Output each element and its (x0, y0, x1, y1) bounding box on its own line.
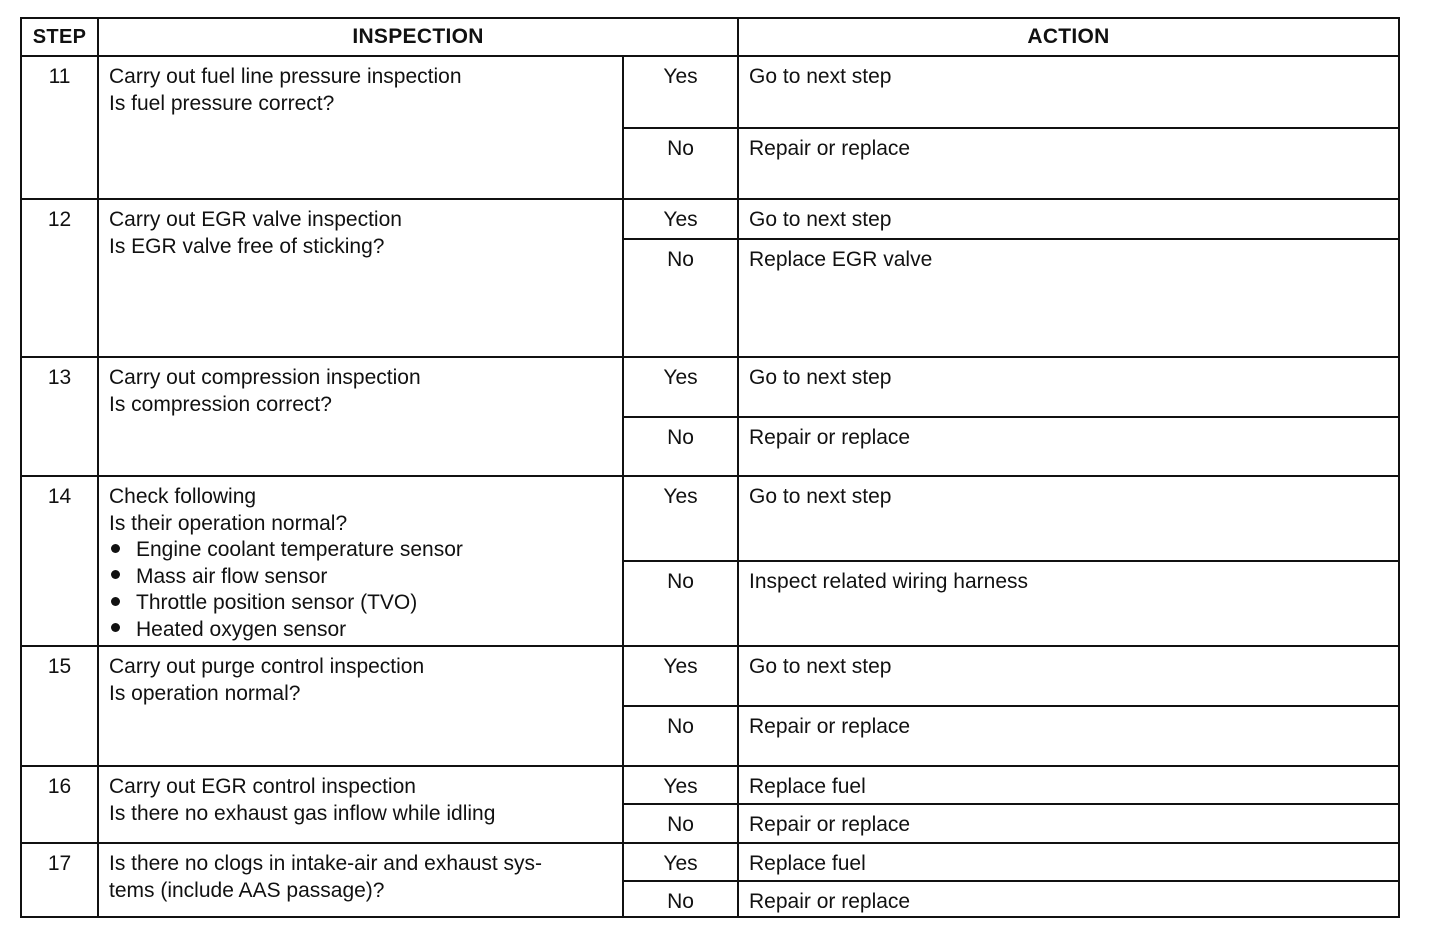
table-row (21, 357, 1399, 417)
step-number: 16 (21, 766, 98, 843)
header-row (21, 18, 1399, 56)
no-label: No (623, 706, 738, 766)
table-row (21, 646, 1399, 706)
no-label: No (623, 417, 738, 476)
yes-action: Replace fuel (738, 766, 1399, 804)
no-action: Repair or replace (738, 128, 1399, 199)
step-number: 11 (21, 56, 98, 199)
diagnosis-table (20, 17, 1400, 918)
inspection-question: Is EGR valve free of sticking? (109, 234, 385, 258)
step-number: 13 (21, 357, 98, 476)
step-header: STEP (21, 18, 98, 56)
step-number: 12 (21, 199, 98, 357)
inspection-line: Carry out fuel line pressure inspection (109, 65, 462, 88)
yes-label: Yes (623, 766, 738, 804)
bullet-item (109, 537, 612, 564)
table-row (21, 199, 1399, 239)
step-number: 14 (21, 476, 98, 646)
inspection-cell (98, 766, 623, 843)
diagnosis-table-sheet (20, 17, 1398, 918)
yes-action: Go to next step (738, 476, 1399, 561)
inspection-line: Carry out purge control inspection (109, 655, 425, 678)
bullet-item (109, 590, 612, 617)
no-action: Repair or replace (738, 706, 1399, 766)
inspection-cell (98, 357, 623, 476)
table-row (21, 476, 1399, 561)
yes-action: Go to next step (738, 357, 1399, 417)
inspection-line: Check following (109, 485, 257, 508)
no-action: Inspect related wiring harness (738, 561, 1399, 646)
bullet-icon (111, 544, 120, 553)
no-label: No (623, 561, 738, 646)
yes-action: Go to next step (738, 56, 1399, 128)
bullet-icon (111, 570, 120, 579)
inspection-cell (98, 843, 623, 917)
bullet-text: Mass air flow sensor (136, 564, 328, 588)
table-row (21, 843, 1399, 881)
yes-action: Go to next step (738, 199, 1399, 239)
yes-label: Yes (623, 476, 738, 561)
no-label: No (623, 239, 738, 357)
yes-action: Go to next step (738, 646, 1399, 706)
no-action: Repair or replace (738, 804, 1399, 843)
inspection-question: Is there no exhaust gas inflow while idling (109, 801, 496, 825)
bullet-icon (111, 623, 120, 632)
no-action: Replace EGR valve (738, 239, 1399, 357)
table-row (21, 766, 1399, 804)
inspection-cell (98, 646, 623, 766)
yes-label: Yes (623, 357, 738, 417)
no-action: Repair or replace (738, 417, 1399, 476)
inspection-line: Carry out EGR control inspection (109, 775, 416, 798)
inspection-question: tems (include AAS passage)? (109, 878, 385, 902)
step-number: 15 (21, 646, 98, 766)
yes-label: Yes (623, 199, 738, 239)
no-label: No (623, 881, 738, 917)
step-number: 17 (21, 843, 98, 917)
inspection-question: Is operation normal? (109, 681, 301, 705)
action-header: ACTION (738, 18, 1399, 56)
bullet-text: Throttle position sensor (TVO) (136, 591, 418, 614)
inspection-cell (98, 476, 623, 646)
bullet-item (109, 564, 612, 591)
inspection-question: Is fuel pressure correct? (109, 91, 335, 115)
inspection-question: Is compression correct? (109, 392, 332, 416)
bullet-item (109, 617, 612, 644)
inspection-header: INSPECTION (98, 18, 738, 56)
bullet-text: Heated oxygen sensor (136, 617, 347, 641)
inspection-cell (98, 56, 623, 199)
no-action: Repair or replace (738, 881, 1399, 917)
bullet-icon (111, 597, 120, 606)
yes-label: Yes (623, 646, 738, 706)
inspection-question: Is their operation normal? (109, 511, 348, 535)
inspection-line: Carry out EGR valve inspection (109, 208, 402, 231)
yes-action: Replace fuel (738, 843, 1399, 881)
bullet-text: Engine coolant temperature sensor (136, 538, 463, 561)
inspection-line: Carry out compression inspection (109, 366, 421, 389)
inspection-line: Is there no clogs in intake-air and exhaust sys- (109, 852, 543, 875)
table-row (21, 56, 1399, 128)
inspection-cell (98, 199, 623, 357)
yes-label: Yes (623, 56, 738, 128)
no-label: No (623, 804, 738, 843)
no-label: No (623, 128, 738, 199)
yes-label: Yes (623, 843, 738, 881)
